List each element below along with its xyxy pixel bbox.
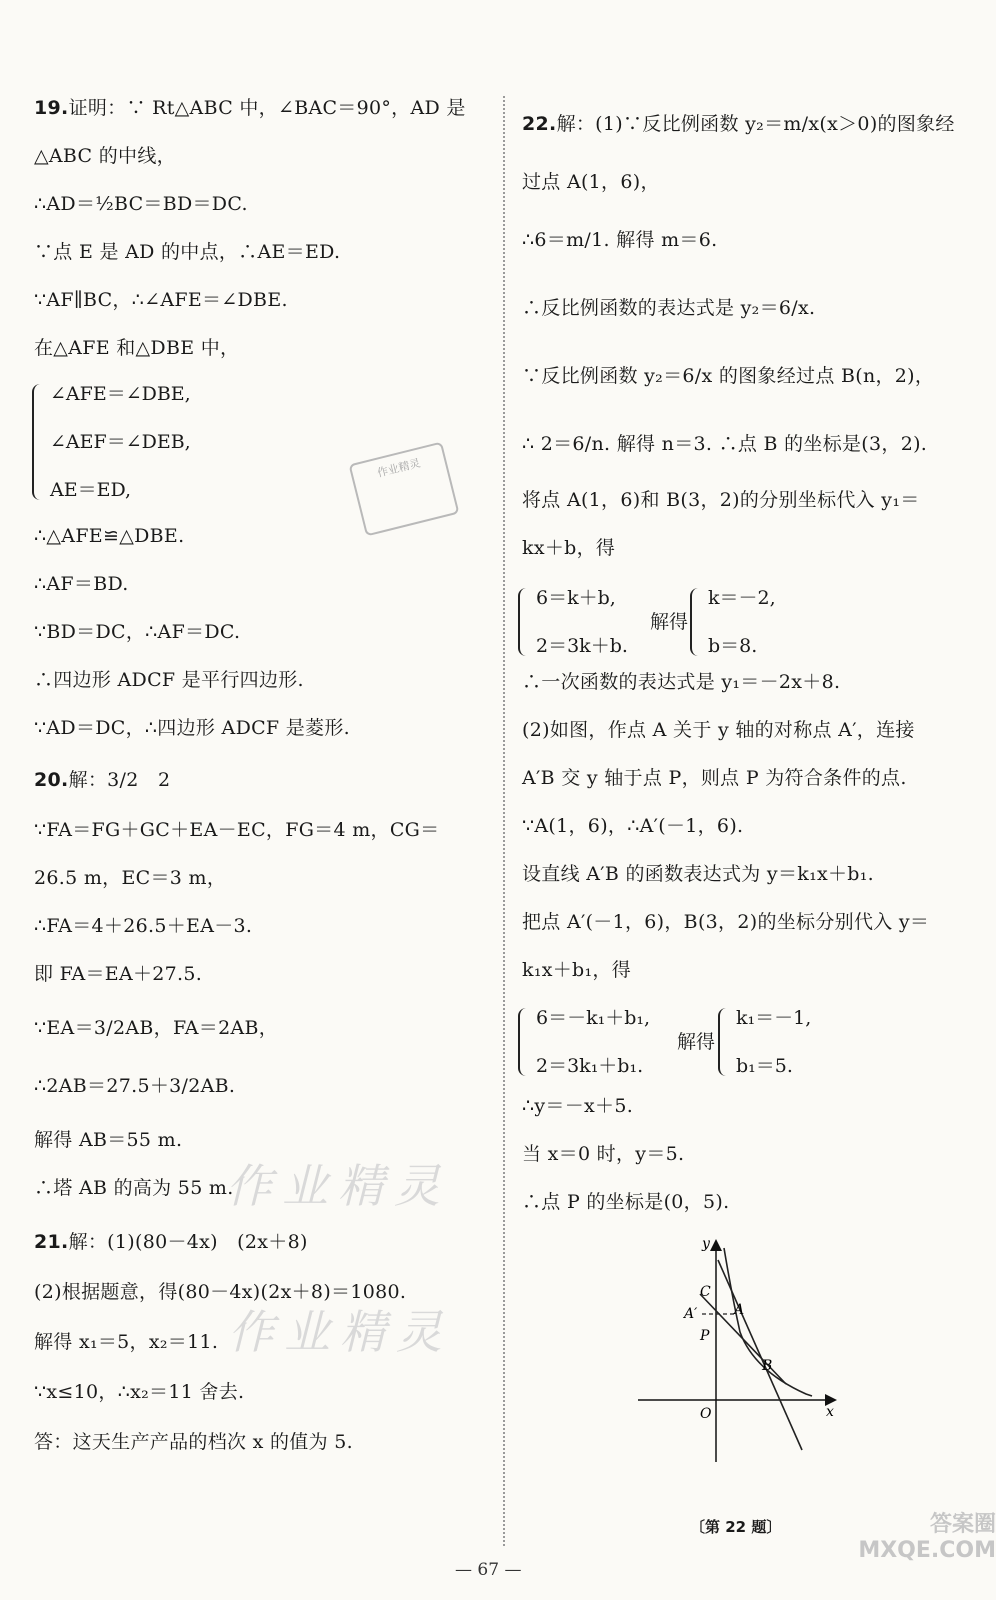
q19-equation-system: ∠AFE＝∠DBE, ∠AEF＝∠DEB, AE＝ED, (0, 382, 484, 502)
q19-line-1: 19.证明：∵ Rt△ABC 中，∠BAC＝90°，AD 是 (34, 97, 466, 119)
label-a: A (734, 1302, 745, 1318)
question-number: 20. (34, 769, 69, 791)
q22-line-16: ∴y＝－x＋5. (522, 1095, 634, 1117)
q19-after-2: ∴AF＝BD. (34, 573, 129, 595)
q22-line-1: 22.解：(1)∵反比例函数 y₂＝m/x(x＞0)的图象经 (522, 113, 955, 135)
q22-line-11: A′B 交 y 轴于点 P，则点 P 为符合条件的点. (522, 767, 907, 789)
solve-word: 解得 (677, 1031, 716, 1053)
watermark-corner: 答案圈 MXQE.COM (858, 1512, 996, 1563)
q20-line-7: ∴2AB＝27.5＋3/2AB. (34, 1075, 236, 1097)
figure-caption: 〔第 22 题〕 (690, 1518, 782, 1536)
q20-line-5: 即 FA＝EA＋27.5. (34, 963, 203, 985)
q22-line-5: ∵反比例函数 y₂＝6/x 的图象经过点 B(n，2)， (522, 365, 935, 387)
q21-line-2: (2)根据题意，得(80－4x)(2x＋8)＝1080. (34, 1281, 407, 1303)
q21-line-1: 21.解：(1)(80－4x) (2x＋8) (34, 1231, 308, 1253)
page-number: — 67 — (455, 1560, 522, 1580)
question-number: 19. (34, 97, 69, 119)
q22-line-13: 设直线 A′B 的函数表达式为 y＝k₁x＋b₁. (522, 863, 875, 885)
brace (518, 1008, 530, 1076)
q21-line-5: 答：这天生产产品的档次 x 的值为 5. (34, 1431, 353, 1453)
q22-line-8: kx＋b，得 (522, 537, 616, 559)
q20-line-6: ∵EA＝3/2AB，FA＝2AB， (34, 1017, 279, 1039)
q22-system-1: 6＝k＋b, 2＝3k＋b. 解得 k＝－2, b＝8. (522, 586, 972, 658)
q22-line-14: 把点 A′(－1，6)，B(3，2)的坐标分别代入 y＝ (522, 911, 930, 933)
q20-line-9: ∴塔 AB 的高为 55 m. (34, 1177, 234, 1199)
q22-line-15: k₁x＋b₁，得 (522, 959, 632, 981)
q21-line-3: 解得 x₁＝5，x₂＝11. (34, 1331, 219, 1353)
q19-line-3: ∴AD＝½BC＝BD＝DC. (34, 193, 248, 215)
q20-line-8: 解得 AB＝55 m. (34, 1129, 183, 1151)
label-y: y (702, 1236, 710, 1252)
question-number: 22. (522, 113, 557, 135)
label-b: B (762, 1358, 773, 1374)
q22-line-6: ∴ 2＝6/n. 解得 n＝3. ∴点 B 的坐标是(3，2). (522, 433, 928, 455)
q22-line-12: ∵A(1，6)，∴A′(－1，6). (522, 815, 744, 837)
q22-line-4: ∴反比例函数的表达式是 y₂＝6/x. (522, 297, 816, 319)
right-column (522, 112, 972, 1214)
q20-line-4: ∴FA＝4＋26.5＋EA－3. (34, 915, 253, 937)
label-c: C (700, 1284, 711, 1300)
q20-line-1: 20.解：3/2 2 (34, 769, 171, 791)
q22-figure (636, 1236, 846, 1466)
q22-line-18: ∴点 P 的坐标是(0，5). (522, 1191, 730, 1213)
brace (690, 588, 702, 656)
q19-line-6: 在△AFE 和△DBE 中， (34, 337, 240, 359)
label-x: x (826, 1404, 834, 1420)
label-p: P (700, 1328, 710, 1344)
q20-line-3: 26.5 m，EC＝3 m， (34, 867, 227, 889)
solve-word: 解得 (650, 611, 689, 633)
line-y1 (718, 1260, 802, 1450)
brace (518, 588, 530, 656)
q19-after-1: ∴△AFE≌△DBE. (34, 525, 185, 547)
brace (32, 384, 44, 500)
q19-after-5: ∵AD＝DC，∴四边形 ADCF 是菱形. (34, 717, 350, 739)
q21-line-4: ∵x≤10，∴x₂＝11 舍去. (34, 1381, 245, 1403)
q19-after-4: ∴四边形 ADCF 是平行四边形. (34, 669, 304, 691)
q22-line-7: 将点 A(1，6)和 B(3，2)的分别坐标代入 y₁＝ (522, 489, 920, 511)
q20-line-2: ∵FA＝FG＋GC＋EA－EC，FG＝4 m，CG＝ (34, 819, 440, 841)
q22-line-9: ∴一次函数的表达式是 y₁＝－2x＋8. (522, 671, 841, 693)
q22-line-17: 当 x＝0 时，y＝5. (522, 1143, 685, 1165)
label-o: O (700, 1406, 712, 1422)
q22-system-2: 6＝－k₁＋b₁, 2＝3k₁＋b₁. 解得 k₁＝－1, b₁＝5. (522, 1006, 972, 1078)
watermark-stamp: 作业精灵 (348, 441, 459, 536)
left-column (34, 96, 484, 1454)
label-a-prime: A′ (684, 1306, 698, 1322)
q22-line-2: 过点 A(1，6)， (522, 171, 660, 193)
q19-line-2: △ABC 的中线， (34, 145, 176, 167)
column-divider (503, 96, 505, 1546)
q22-line-10: (2)如图，作点 A 关于 y 轴的对称点 A′，连接 (522, 719, 915, 741)
q22-line-3: ∴6＝m/1. 解得 m＝6. (522, 229, 718, 251)
watermark-large-2: 作业精灵 (228, 1305, 452, 1359)
q19-line-4: ∵点 E 是 AD 的中点，∴AE＝ED. (34, 241, 341, 263)
q19-after-3: ∵BD＝DC，∴AF＝DC. (34, 621, 241, 643)
q19-line-5: ∵AF∥BC，∴∠AFE＝∠DBE. (34, 289, 288, 311)
question-number: 21. (34, 1231, 69, 1253)
brace (718, 1008, 730, 1076)
watermark-large-1: 作业精灵 (226, 1159, 450, 1213)
